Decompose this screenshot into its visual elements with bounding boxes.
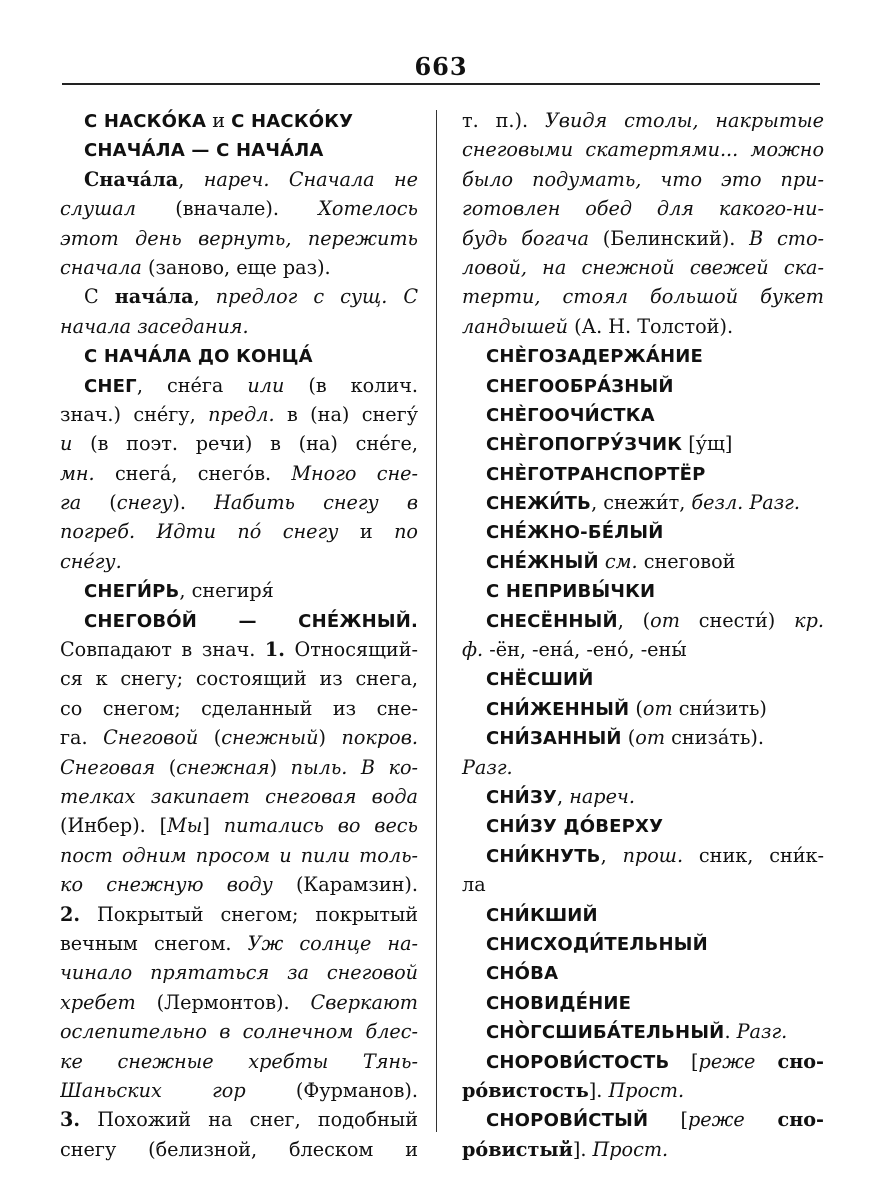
text-segment: снеговыми скатертями... можно [462,138,824,162]
text-segment: от [642,696,673,720]
text-segment: чинало прятаться за снеговой [60,961,418,985]
right-column [462,106,824,1164]
headword: С НАЧА́ЛА ДО КОНЦА́ [84,346,313,368]
text-line [462,459,824,488]
headword: СНОВИДЕ́НИЕ [486,992,632,1014]
text-line [60,429,418,458]
text-segment: снегу [116,491,173,515]
text-line [462,165,824,194]
text-segment: Хотелось [318,197,418,221]
text-segment: нача́ла [114,285,194,309]
text-line [60,371,418,400]
text-segment: ф. [462,638,484,662]
text-segment: -ён, -ена́, -ено́, -ены́ [483,638,687,662]
text-segment: сни́зить) [672,696,767,720]
text-segment: (Карамзин). [272,873,418,897]
headword: СНИСХОДИ́ТЕЛЬНЫЙ [486,933,708,955]
text-segment: мн. [60,461,95,485]
text-segment: ) [269,755,291,779]
text-line [462,988,824,1017]
text-segment: см. [604,549,638,573]
text-line [462,135,824,164]
text-segment: предл. [208,402,275,426]
text-line [60,312,418,341]
text-segment: ( [155,755,177,779]
text-line [462,811,824,840]
headword: СНЕ́ЖНО-БЕ́ЛЫЙ [486,522,664,544]
text-segment: т. п.). [462,109,545,132]
text-segment: (Лермонтов). [135,990,311,1014]
text-line [60,1076,418,1105]
text-segment: , [178,167,204,191]
text-line [60,517,418,546]
text-line [60,282,418,311]
text-segment [387,285,403,308]
text-line [462,429,824,458]
text-segment: ловой, на снежной свежей ска- [462,255,824,279]
text-segment: ] [202,814,224,838]
headword: СНЕ́ЖНЫЙ [486,551,599,573]
headword: СНЁСШИЙ [486,669,594,691]
text-segment: В сто- [749,226,824,250]
text-line [462,282,824,311]
text-segment: снеговой [637,549,736,573]
text-segment: питались во весь [223,814,418,838]
text-line [462,694,824,723]
text-segment: (Белинский). [589,226,750,250]
text-segment: по [394,520,418,544]
text-segment: ро́вистый [462,1137,573,1161]
text-segment: со снегом; сделанный из сне- [60,696,418,720]
text-segment: реже [698,1049,756,1073]
text-line [60,459,418,488]
text-segment: га. [60,726,104,750]
text-segment: сно- [755,1049,824,1073]
text-segment: ся к снегу; состоящий из снега, [60,667,418,691]
text-line [60,694,418,723]
text-segment: , ( [617,608,651,632]
text-segment: и [206,109,232,132]
text-segment: Много сне- [291,461,418,485]
text-segment: (в поэт. речи) в (на) сне́ге, [72,432,418,456]
text-line [462,488,824,517]
text-line [462,870,824,899]
text-line [462,517,824,546]
text-line [60,341,418,370]
text-line [60,1017,418,1046]
text-segment: терти, стоял большой букет [462,285,824,309]
text-segment: Мы [167,814,203,838]
headword: СНО̀ГСШИБА́ТЕЛЬНЫЙ [486,1022,725,1044]
text-segment: сне́гу. [60,549,122,573]
text-segment: ( [81,491,117,515]
text-segment: в (на) снегу́ [274,402,418,426]
text-segment: ( [198,726,222,750]
text-line [462,341,824,370]
text-segment: ла [462,873,486,897]
text-line [462,194,824,223]
text-segment: Сверкают [310,990,418,1014]
text-segment: Шаньских гор [60,1078,246,1102]
text-segment: этот день вернуть, пережить [60,226,418,250]
text-line [60,870,418,899]
text-line [60,106,418,135]
header-rule [62,83,820,85]
text-segment: (в колич. [284,373,418,397]
text-line [60,547,418,576]
text-segment: Увидя столы, накрытые [544,109,824,132]
text-segment: С [84,285,115,309]
text-segment: ( [629,696,643,720]
text-line [462,635,824,664]
text-line [60,1135,418,1164]
page-number: 663 [414,52,468,81]
text-segment: телках закипает снеговая вода [60,784,418,808]
text-segment: кр. [794,608,824,632]
text-line [60,664,418,693]
headword: СНИ́ЗУ [486,786,558,808]
text-line [60,576,418,605]
headword: СНИ́ЗАННЫЙ [486,728,622,750]
text-segment: снегу (белизной, блеском и [60,1137,418,1161]
headword: СНОРОВИ́СТОСТЬ [486,1051,670,1073]
text-segment: начала заседания. [60,314,249,338]
text-line [60,224,418,253]
headword: СНИ́ЗУ ДО́ВЕРХУ [486,816,664,838]
text-segment: от [635,726,666,750]
text-segment: ке снежные хребты Тянь- [60,1049,418,1073]
text-segment: готовлен обед для какого-ни- [462,197,824,221]
text-line [462,723,824,752]
text-segment: сно- [744,1108,824,1132]
text-segment: Разг. [462,755,513,779]
text-line [462,312,824,341]
text-segment: реже [687,1108,745,1132]
headword: СНЀГОПОГРУ́ЗЧИК [486,434,683,456]
text-line [60,606,418,635]
text-segment: ). [172,491,215,515]
text-segment: . [724,1020,737,1044]
text-segment: и [338,520,395,544]
headword: С НАСКО́КУ [231,111,354,132]
text-segment: Прост. [608,1078,685,1102]
text-line [462,606,824,635]
text-segment: ( [621,726,636,750]
text-segment: ослепительно в солнечном блес- [60,1020,418,1044]
headword: СНЀГООЧИ́СТКА [486,404,655,426]
text-segment: Относящий- [284,638,418,662]
text-line [462,782,824,811]
headword: СНОРОВИ́СТЫЙ [486,1110,649,1132]
text-segment: , [600,843,623,867]
text-line [462,253,824,282]
text-segment: , [557,784,570,808]
text-line [60,488,418,517]
text-line [462,1135,824,1164]
text-segment: ро́вистость [462,1078,589,1102]
text-line [462,1047,824,1076]
text-segment: С [403,285,418,309]
text-line [60,400,418,429]
text-segment: погреб. Идти по́ снегу [60,520,339,544]
text-segment: ландышей [462,314,568,338]
text-segment: (А. Н. Толстой). [567,314,734,338]
text-line [462,900,824,929]
text-segment: снежный [221,726,319,750]
text-segment: пост одним просом и пили толь- [60,843,418,867]
text-line [60,1105,418,1134]
text-segment: будь богача [462,226,589,250]
headword: С НЕПРИВЫ́ЧКИ [486,581,656,603]
text-segment: Совпадают в знач. [60,638,265,662]
text-segment: сник, сни́к- [683,843,824,867]
text-line [462,929,824,958]
text-line [462,1017,824,1046]
headword: СНЀГОТРАНСПОРТЁР [486,463,706,485]
text-segment: Снеговая [60,755,156,779]
text-line [60,723,418,752]
text-segment: Прост. [592,1137,669,1161]
text-line [60,929,418,958]
text-segment: (вначале). [135,197,319,221]
text-segment: [ [669,1049,699,1073]
text-segment: и [60,432,73,456]
text-segment: Уж солнце на- [247,931,418,955]
text-segment: или [247,373,285,397]
headword: СНЕСЁННЫЙ [486,610,618,632]
text-segment: , сне́га [136,373,248,397]
text-segment: безл. Разг. [691,491,800,515]
text-segment: [ [648,1108,688,1132]
text-line [60,253,418,282]
text-line [462,106,824,135]
text-segment: Покрытый снегом; покрытый [80,902,418,926]
text-line [60,900,418,929]
text-line [60,1047,418,1076]
text-segment: нареч. [569,784,635,808]
text-segment: Снача́ла [84,167,179,191]
text-segment: нареч. Сначала не [203,167,418,191]
column-divider [436,110,437,1132]
text-segment: от [650,608,680,632]
text-segment: Похожий на снег, подобный [80,1108,418,1132]
text-line [462,371,824,400]
text-line [462,224,824,253]
headword: СНЕГООБРА́ЗНЫЙ [486,375,674,397]
text-segment: пыль. В ко- [290,755,418,779]
text-segment: снега́, снего́в. [94,461,292,485]
text-segment: ]. [572,1137,593,1161]
headword: СНИ́КШИЙ [486,904,598,926]
headword: СНЀГОЗАДЕРЖА́НИЕ [486,346,703,368]
headword: СНО́ВА [486,963,559,985]
text-line [60,753,418,782]
text-segment: покров. [341,726,418,750]
text-line [462,400,824,429]
text-segment: , снегиря́ [179,579,274,603]
headword: С НАСКО́КА [84,111,207,132]
text-line [462,841,824,870]
text-segment: хребет [60,990,136,1014]
text-segment: было подумать, что это при- [462,167,824,191]
text-line [60,958,418,987]
text-segment: (заново, еще раз). [141,255,331,279]
text-line [60,841,418,870]
text-line [60,135,418,164]
text-line [462,753,824,782]
text-segment: сниза́ть). [665,726,765,750]
headword: СНЕЖИ́ТЬ [486,493,592,515]
text-line [462,1076,824,1105]
text-segment: [у́щ] [682,432,733,456]
headword: СНЕГИ́РЬ [84,581,180,603]
text-line [60,988,418,1017]
text-segment: , [193,285,216,309]
text-segment: слушал [60,197,136,221]
text-segment: прош. [622,843,684,867]
text-line [60,194,418,223]
left-column [60,106,418,1164]
headword: СНАЧА́ЛА — С НАЧА́ЛА [84,140,324,162]
text-segment: сначала [60,255,142,279]
text-segment: 2. [60,902,81,926]
text-segment: снести́) [679,608,795,632]
headword: СНЕГ [84,375,137,397]
text-segment: ко снежную воду [60,873,273,897]
headword: СНИ́КНУТЬ [486,845,601,867]
text-segment: , снежи́т, [591,491,692,515]
text-line [462,1105,824,1134]
text-segment: га [60,491,82,515]
text-segment: снежная [176,755,270,779]
text-line [60,635,418,664]
text-line [60,811,418,840]
text-line [462,664,824,693]
text-segment: Набить снегу в [214,491,418,515]
text-segment: знач.) сне́гу, [60,402,209,426]
text-line [462,958,824,987]
text-segment: 1. [264,638,285,662]
text-segment: 3. [60,1108,81,1132]
text-line [462,547,824,576]
text-segment: (Фурманов). [245,1078,418,1102]
text-segment: (Инбер). [ [60,814,168,838]
text-segment: Разг. [736,1020,788,1044]
text-line [462,576,824,605]
text-line [60,782,418,811]
text-segment: Снеговой [103,726,199,750]
text-segment: предлог с сущ. [215,285,388,309]
text-line [60,165,418,194]
headword: СНЕГОВО́Й — СНЕ́ЖНЫЙ. [84,610,418,632]
text-segment: ]. [588,1078,609,1102]
text-segment: ) [318,726,342,750]
headword: СНИ́ЖЕННЫЙ [486,698,630,720]
text-segment: вечным снегом. [60,931,248,955]
